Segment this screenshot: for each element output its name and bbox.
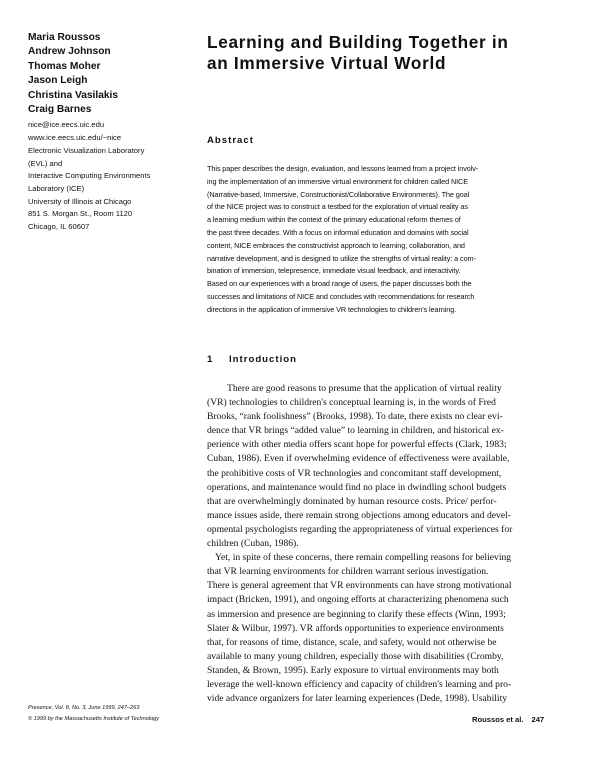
- author-name: Andrew Johnson: [28, 46, 111, 58]
- body-line: perience with other media offers scant hope for powerful effects (Clark, 1983;: [207, 439, 507, 451]
- author-name: Jason Leigh: [28, 75, 88, 87]
- body-line: impact (Bricken, 1991), and ongoing efforts at characterizing phenomena such: [207, 594, 509, 606]
- page-number: 247: [531, 715, 545, 724]
- body-line: Brooks, “rank foolishness” (Brooks, 1998). To date, there exists no clear evi-: [207, 411, 503, 423]
- abstract-line: successes and limitations of NICE and concludes with recommendations for research: [207, 291, 475, 301]
- body-line: that, for reasons of time, distance, scale, and safety, would not otherwise be: [207, 636, 497, 648]
- body-line: Slater & Wilbur, 1997). VR affords opportunities to experience environments: [207, 622, 504, 634]
- abstract-line: directions in the application of immersive VR technologies to children's learning.: [207, 304, 457, 314]
- affiliation-line: (EVL) and: [28, 158, 63, 168]
- body-line: Yet, in spite of these concerns, there remain compelling reasons for believing: [215, 552, 512, 564]
- affiliation-line: Laboratory (ICE): [28, 183, 85, 193]
- abstract-line: content, NICE embraces the constructivist approach to learning, collaboration, and: [207, 240, 465, 250]
- body-line: as immersion and presence are beginning to clarify these effects (Winn, 1993;: [207, 608, 506, 620]
- body-line: available to many young children, especially those with disabilities (Cromby,: [207, 650, 504, 662]
- body-line: leverage the well-known efficiency and capacity of children's learning and pro-: [207, 678, 512, 690]
- section-number: 1: [207, 354, 214, 365]
- affiliation-line: Electronic Visualization Laboratory: [28, 145, 145, 155]
- journal-citation: [28, 703, 203, 725]
- abstract-line: narrative development, and is designed to utilize the strengths of virtual reality: a com-: [207, 253, 476, 263]
- abstract-line: the past three decades. With a focus on informal education and domains with social: [207, 227, 469, 237]
- body-text: [207, 382, 579, 706]
- author-website: www.ice.eecs.uic.edu/~nice: [28, 133, 122, 143]
- affiliation-line: 851 S. Morgan St., Room 1120: [28, 209, 133, 219]
- title-line: Learning and Building Together in: [207, 32, 509, 52]
- body-line: vide advance organizers for later learning experiences (Dede, 1998). Usability: [207, 693, 508, 705]
- author-name: Craig Barnes: [28, 104, 92, 116]
- copyright-line: © 1999 by the Massachusetts Institute of Technology: [28, 716, 160, 722]
- abstract-heading: Abstract: [207, 135, 254, 146]
- abstract-line: of the NICE project was to construct a testbed for the exploration of virtual reality as: [207, 202, 468, 212]
- section-title: Introduction: [229, 354, 297, 365]
- affiliation-line: Chicago, IL 60607: [28, 222, 90, 232]
- author-name: Maria Roussos: [28, 32, 101, 43]
- body-line: the prohibitive costs of VR technologies and concomitant staff development,: [207, 467, 502, 479]
- abstract-line: ing the implementation of an immersive virtual environment for children called NICE: [207, 176, 468, 186]
- running-head: Roussos et al.: [472, 715, 524, 724]
- journal-line: Presence, Vol. 8, No. 3, June 1999, 247–263: [28, 705, 140, 711]
- abstract-body: [207, 163, 577, 317]
- section-heading: [207, 354, 297, 365]
- affiliation-line: Interactive Computing Environments: [28, 171, 151, 181]
- body-line: opmental psychologists regarding the appropriateness of virtual experiences for: [207, 523, 513, 535]
- body-line: There is general agreement that VR environments can have strong motivational: [207, 580, 512, 592]
- affiliation-line: University of Illinois at Chicago: [28, 196, 132, 206]
- body-line: dence that VR brings “added value” to learning in children, and historical ex-: [207, 425, 504, 437]
- author-name: Thomas Moher: [28, 60, 101, 72]
- abstract-line: This paper describes the design, evaluation, and lessons learned from a project involv-: [207, 164, 479, 173]
- body-line: that are overwhelmingly dominated by human resource costs. Price/ perfor-: [207, 495, 497, 507]
- author-email: nice@ice.eecs.uic.edu: [28, 120, 105, 130]
- paper-title: [207, 32, 577, 74]
- abstract-line: (Narrative-based, Immersive, Constructionist/Collaborative Environments). The goal: [207, 189, 470, 199]
- title-line: an Immersive Virtual World: [207, 53, 447, 73]
- body-line: Cuban, 1986). Even if overwhelming evidence of effectiveness were available,: [207, 453, 510, 465]
- author-name: Christina Vasilakis: [28, 89, 119, 101]
- body-line: operations, and maintenance would find no place in dwindling school budgets: [207, 481, 507, 493]
- body-line: There are good reasons to presume that the application of virtual reality: [227, 383, 502, 394]
- author-block: [28, 31, 203, 234]
- body-line: Standen, & Brown, 1995). Early exposure to virtual environments may both: [207, 664, 499, 676]
- body-line: children (Cuban, 1986).: [207, 538, 299, 550]
- body-line: that VR learning environments for children warrant serious investigation.: [207, 566, 489, 578]
- body-line: (VR) technologies to children's conceptual learning is, in the words of Fred: [207, 397, 496, 409]
- body-line: mance issues aside, there remain strong objections among educators and devel-: [207, 509, 511, 521]
- abstract-line: Based on our experiences with a broad range of users, the paper discusses both the: [207, 279, 472, 289]
- abstract-line: a learning medium within the context of the primary educational reform themes of: [207, 215, 461, 225]
- running-footer: [472, 715, 544, 724]
- abstract-line: bination of immersion, telepresence, immediate visual feedback, and interactivity.: [207, 266, 461, 276]
